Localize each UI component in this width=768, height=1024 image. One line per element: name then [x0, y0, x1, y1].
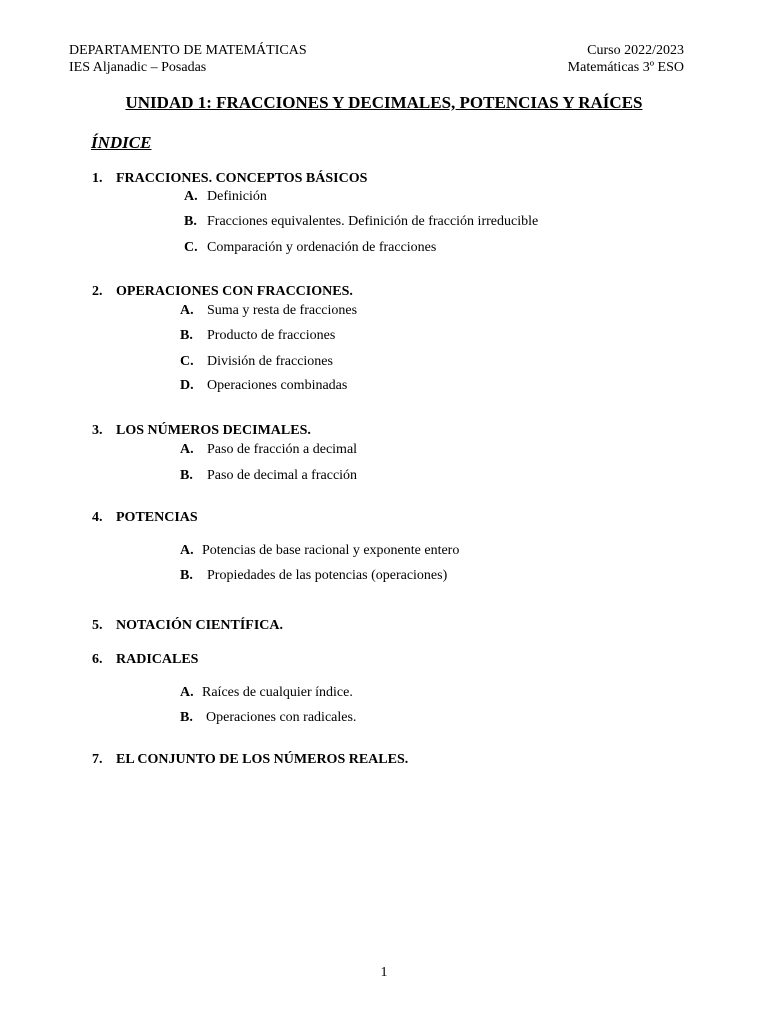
section-2-item-b	[180, 328, 335, 344]
item-letter: B.	[184, 214, 197, 229]
section-number: 2.	[92, 284, 103, 299]
section-6-item-a	[180, 685, 353, 701]
item-letter: A.	[180, 685, 194, 700]
section-6-item-b	[180, 710, 356, 726]
item-letter: B.	[180, 710, 193, 725]
section-7-heading	[92, 752, 408, 768]
item-text: Operaciones con radicales.	[206, 710, 357, 725]
section-title: FRACCIONES. CONCEPTOS BÁSICOS	[116, 171, 368, 186]
section-3-heading	[92, 423, 311, 439]
item-letter: A.	[180, 303, 194, 318]
item-text: Operaciones combinadas	[207, 378, 348, 393]
section-5-heading	[92, 618, 283, 634]
item-text: Comparación y ordenación de fracciones	[207, 240, 437, 255]
item-letter: C.	[184, 240, 198, 255]
item-letter: C.	[180, 354, 194, 369]
item-letter: B.	[180, 468, 193, 483]
item-text: Paso de fracción a decimal	[207, 442, 358, 457]
item-letter: B.	[180, 328, 193, 343]
section-title: RADICALES	[116, 652, 199, 667]
item-text: Propiedades de las potencias (operaciones)	[207, 568, 448, 583]
section-title: LOS NÚMEROS DECIMALES.	[116, 423, 311, 438]
section-number: 4.	[92, 510, 103, 525]
item-text: Producto de fracciones	[207, 328, 336, 343]
section-2-item-a	[180, 303, 357, 319]
section-title: POTENCIAS	[116, 510, 198, 525]
section-1-heading	[92, 171, 367, 187]
section-2-item-c	[180, 354, 333, 370]
section-number: 1.	[92, 171, 103, 186]
header-subject: Matemáticas 3º ESO	[567, 60, 684, 75]
section-title: NOTACIÓN CIENTÍFICA.	[116, 618, 283, 633]
index-heading: ÍNDICE	[91, 133, 152, 152]
page-number: 1	[380, 965, 388, 980]
section-number: 3.	[92, 423, 103, 438]
section-3-item-b	[180, 468, 357, 484]
item-text: Paso de decimal a fracción	[207, 468, 358, 483]
section-4-heading	[92, 510, 198, 526]
section-1-item-c	[184, 240, 436, 256]
item-text: Potencias de base racional y exponente entero	[202, 543, 460, 558]
item-text: Suma y resta de fracciones	[207, 303, 358, 318]
item-letter: B.	[180, 568, 193, 583]
item-text: División de fracciones	[207, 354, 333, 369]
section-title: EL CONJUNTO DE LOS NÚMEROS REALES.	[116, 752, 409, 767]
section-1-item-b	[184, 214, 538, 230]
header-department: DEPARTAMENTO DE MATEMÁTICAS	[69, 43, 307, 58]
item-letter: A.	[184, 189, 198, 204]
section-2-item-d	[180, 378, 347, 394]
header-school: IES Aljanadic – Posadas	[69, 60, 207, 75]
section-title: OPERACIONES CON FRACCIONES.	[116, 284, 353, 299]
section-number: 7.	[92, 752, 103, 767]
section-6-heading	[92, 652, 198, 668]
section-2-heading	[92, 284, 353, 300]
section-4-item-a	[180, 543, 459, 559]
section-number: 5.	[92, 618, 103, 633]
item-letter: A.	[180, 543, 194, 558]
section-1-item-a	[184, 189, 267, 205]
item-letter: A.	[180, 442, 194, 457]
section-3-item-a	[180, 442, 357, 458]
item-text: Definición	[207, 189, 267, 204]
item-text: Fracciones equivalentes. Definición de fracción irreducible	[207, 214, 539, 229]
section-number: 6.	[92, 652, 103, 667]
unit-title: UNIDAD 1: FRACCIONES Y DECIMALES, POTENCIAS Y RAÍCES	[125, 93, 643, 112]
header-course: Curso 2022/2023	[587, 43, 684, 58]
item-text: Raíces de cualquier índice.	[202, 685, 353, 700]
section-4-item-b	[180, 568, 447, 584]
item-letter: D.	[180, 378, 194, 393]
